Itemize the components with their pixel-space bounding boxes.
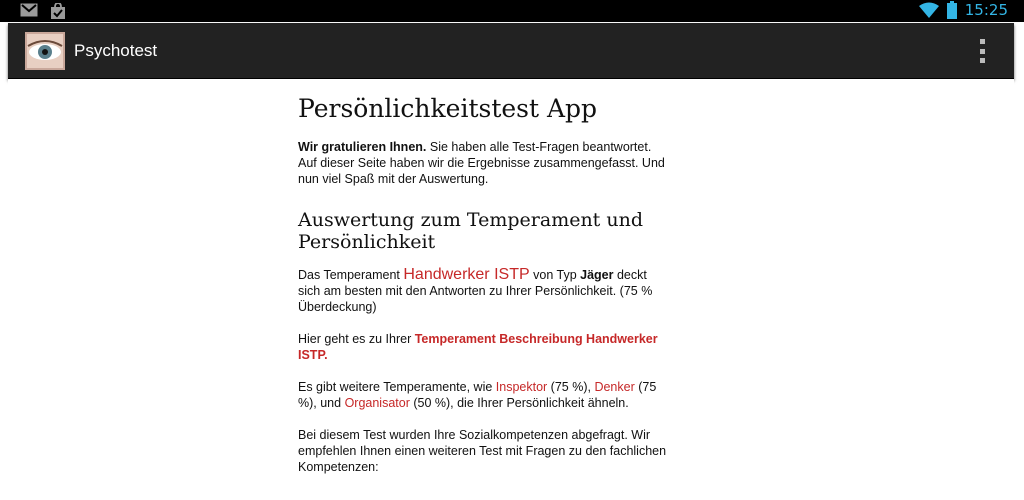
p2-text: Hier geht es zu Ihrer [298,332,415,346]
temperament-link[interactable]: Handwerker ISTP [403,266,530,283]
other-temperaments-paragraph [298,379,668,411]
gmail-icon[interactable] [20,3,38,17]
eye-logo-icon[interactable] [25,32,65,70]
organisator-link[interactable]: Organisator [344,396,410,410]
p1-text-b: von Typ [529,268,581,282]
description-link[interactable]: Temperament Beschreibung Handwerker ISTP. [298,332,658,362]
status-bar [0,0,1024,22]
p3-text-c: (75 %), und [298,380,657,410]
description-paragraph [298,331,668,363]
p1-text-a: Das Temperament [298,268,404,282]
status-time: 15:25 [964,1,1008,19]
notification-icons [20,3,66,19]
intro-text: Sie haben alle Test-Fragen beantwortet. Auf dieser Seite haben wir die Ergebnisse zusammengefasst. Und nun viel Spaß mit der Auswertung. [298,140,665,186]
app-title: Psychotest [74,41,158,60]
inspektor-link[interactable]: Inspektor [495,380,548,394]
wifi-icon [919,2,939,18]
type-name: Jäger [580,268,614,282]
intro-bold: Wir gratulieren Ihnen. [298,140,427,154]
action-bar [8,23,1014,79]
market-bag-icon[interactable] [50,3,66,19]
page-title: Persönlichkeitstest App [298,94,598,123]
intro-paragraph [298,139,668,187]
web-content [8,79,1014,500]
temperament-paragraph [298,267,668,315]
p3-text-b: (75 %), [547,380,595,394]
battery-icon [947,1,957,19]
p3-text-d: (50 %), die Ihrer Persönlichkeit ähneln. [409,396,629,410]
p3-text-a: Es gibt weitere Temperamente, wie [298,380,496,394]
recommendation-paragraph: Bei diesem Test wurden Ihre Sozialkompetenzen abgefragt. Wir empfehlen Ihnen einen weiteren Test mit Fragen zu den fachlichen Kompetenzen: [298,428,667,474]
overflow-menu-icon[interactable] [980,39,988,63]
p1-text-c: deckt sich am besten mit den Antworten zu Ihrer Persönlichkeit. (75 % Überdeckung) [298,268,653,314]
denker-link[interactable]: Denker [594,380,635,394]
result-article [298,93,668,491]
section-heading: Auswertung zum Temperament und Persönlichkeit [298,209,643,253]
